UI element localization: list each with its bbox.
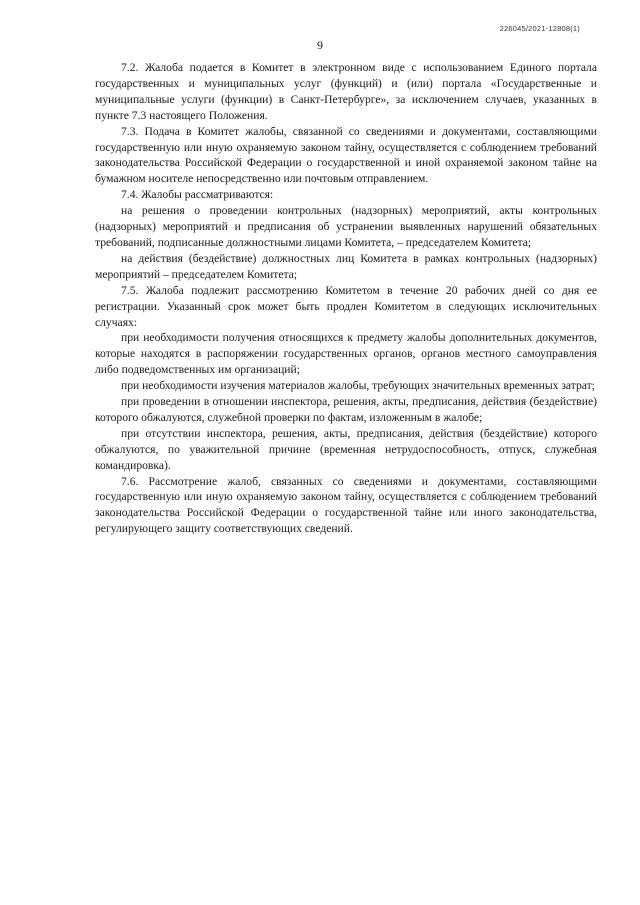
document-body (95, 60, 597, 537)
paragraph-7-3: 7.3. Подача в Комитет жалобы, связанной со сведениями и документами, составляющими государственную или иную охраняемую законом тайну, осуществляется с соблюдением требований законодательства Российской Федерации о государственной и иной охраняемой законом тайне на бумажном носителе непосредственно или почтовым отправлением. (95, 124, 597, 186)
paragraph-7-5-item-1: при необходимости получения относящихся к предмету жалобы дополнительных документов, которые находятся в распоряжении государственных органов, органов местного самоуправления либо подведомственных им организаций; (95, 331, 597, 377)
paragraph-7-4-item-1: на решения о проведении контрольных (надзорных) мероприятий, акты контрольных (надзорных) мероприятий и предписания об устранении выявленных нарушений обязательных требований, подписанные должностными лицами Комитета, – председателем Комитета; (95, 204, 597, 249)
paragraph-7-6: 7.6. Рассмотрение жалоб, связанных со сведениями и документами, составляющими государственную или иную охраняемую законом тайну, осуществляется с соблюдением требований законодательства Российской Федерации о государственной тайне или иного законодательства, регулирующего защиту соответствующих сведений. (95, 474, 597, 536)
paragraph-7-5: 7.5. Жалоба подлежит рассмотрению Комитетом в течение 20 рабочих дней со дня ее регистрации. Указанный срок может быть продлен Комитетом в следующих исключительных случаях: (95, 283, 597, 329)
paragraph-7-4: 7.4. Жалобы рассматриваются: (121, 188, 274, 202)
paragraph-7-5-item-2: при необходимости изучения материалов жалобы, требующих значительных временных затрат; (121, 379, 595, 393)
page-number: 9 (317, 38, 323, 52)
document-number: 226045/2021-12808(1) (499, 24, 580, 33)
paragraph-7-5-item-4: при отсутствии инспектора, решения, акты, предписания, действия (бездействие) которого обжалуются, по уважительной причине (временная нетрудоспособность, отпуск, служебная командировка). (95, 426, 597, 472)
paragraph-7-4-item-2: на действия (бездействие) должностных лиц Комитета в рамках контрольных (надзорных) мероприятий – председателем Комитета; (95, 251, 597, 281)
paragraph-7-2: 7.2. Жалоба подается в Комитет в электронном виде с использованием Единого портала государственных и муниципальных услуг (функций) и (или) портала «Государственные и муниципальные услуги (функции) в Санкт-Петербурге», за исключением случаев, указанных в пункте 7.3 настоящего Положения. (95, 61, 597, 122)
paragraph-7-5-item-3: при проведении в отношении инспектора, решения, акты, предписания, действия (бездействие) которого обжалуются, служебной проверки по фактам, изложенным в жалобе; (95, 395, 597, 424)
